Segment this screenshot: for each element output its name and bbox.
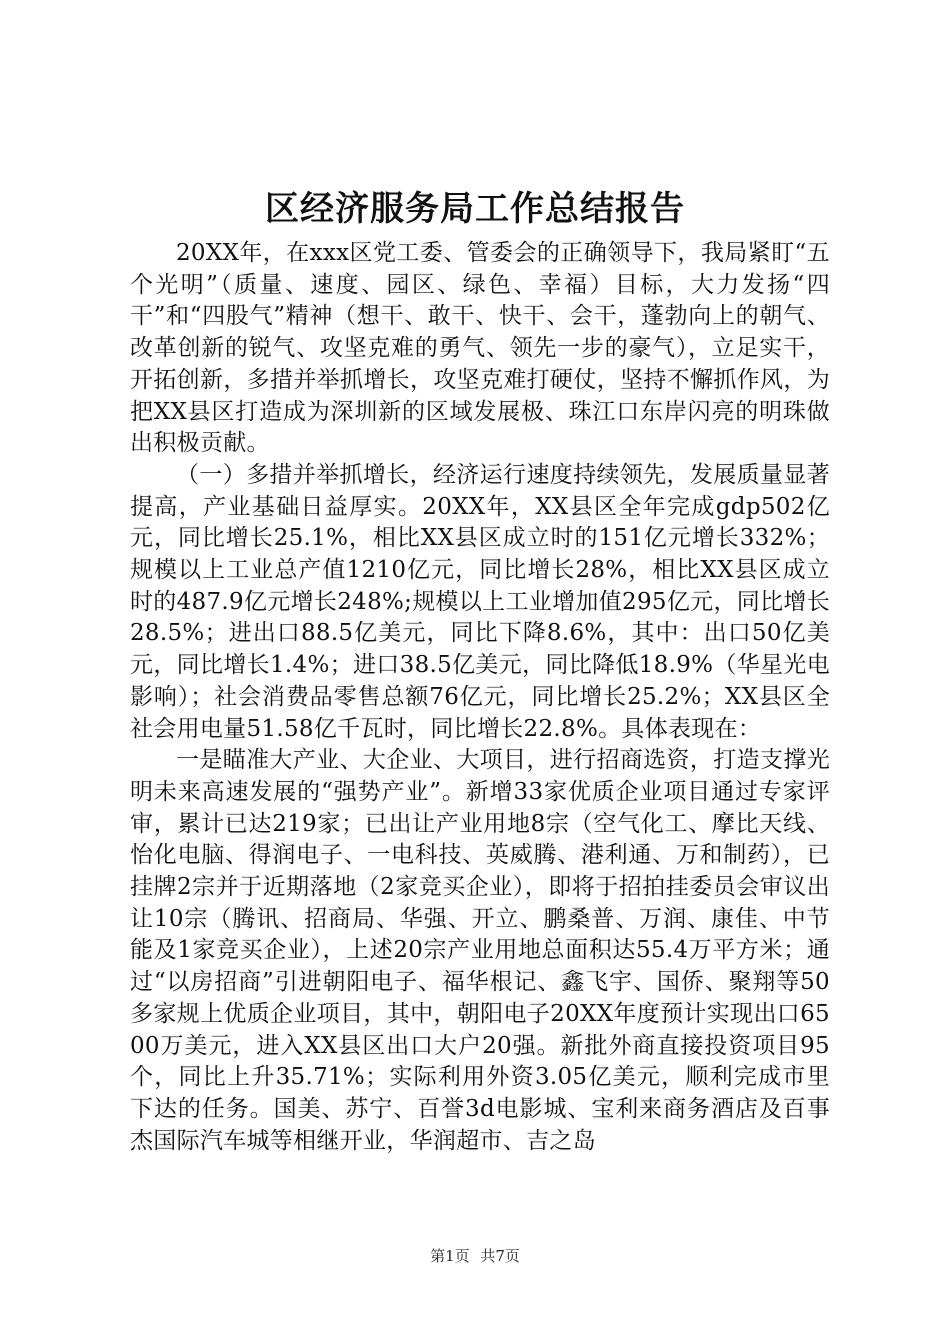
page-number: 第1页 <box>430 1247 470 1265</box>
paragraph-section-one: （一）多措并举抓增长，经济运行速度持续领先，发展质量显著提高，产业基础日益厚实。20XX年，XX县区全年完成gdp502亿元，同比增长25.1%，相比XX县区成立时的151亿元增长332%；规模以上工业总产值1210亿元，同比增长28%，相比XX县区成立时的487.9亿元增长248%;规模以上工业增加值295亿元，同比增长28.5%；进出口88.5亿美元，同比下降8.6%，其中：出口50亿美元，同比增长1.4%；进口38.5亿美元，同比降低18.9%（华星光电影响）；社会消费品零售总额76亿元，同比增长25.2%；XX县区全社会用电量51.58亿千瓦时，同比增长22.8%。具体表现在： <box>130 461 830 742</box>
page-total: 共7页 <box>480 1247 520 1265</box>
paragraph-intro: 20XX年，在xxx区党工委、管委会的正确领导下，我局紧盯“五个光明”（质量、速度、园区、绿色、幸福）目标，大力发扬“四干”和“四股气”精神（想干、敢干、快干、会干，蓬勃向上的朝气、改革创新的锐气、攻坚克难的勇气、领先一步的豪气），立足实干，开拓创新，多措并举抓增长，攻坚克难打硬仗，坚持不懈抓作风，为把XX县区打造成为深圳新的区域发展极、珠江口东岸闪亮的明珠做出积极贡献。 <box>130 240 830 457</box>
page-footer <box>0 1246 950 1266</box>
paragraph-point-one: 一是瞄准大产业、大企业、大项目，进行招商选资，打造支撑光明未来高速发展的“强势产业”。新增33家优质企业项目通过专家评审，累计已达219家；已出让产业用地8宗（空气化工、摩比天线、怡化电脑、得润电子、一电科技、英威腾、港利通、万和制药），已挂牌2宗并于近期落地（2家竞买企业），即将于招拍挂委员会审议出让10宗（腾讯、招商局、华强、开立、鹏桑普、万润、康佳、中节能及1家竞买企业），上述20宗产业用地总面积达55.4万平方米；通过“以房招商”引进朝阳电子、福华根记、鑫飞宇、国侨、聚翔等50多家规上优质企业项目，其中，朝阳电子20XX年度预计实现出口6500万美元，进入XX县区出口大户20强。新批外商直接投资项目95个，同比上升35.71%；实际利用外资3.05亿美元，顺利完成市里下达的任务。国美、苏宁、百誉3d电影城、宝利来商务酒店及百事杰国际汽车城等相继开业，华润超市、吉之岛 <box>130 747 830 1154</box>
document-body <box>130 238 830 1157</box>
document-title: 区经济服务局工作总结报告 <box>265 189 685 229</box>
